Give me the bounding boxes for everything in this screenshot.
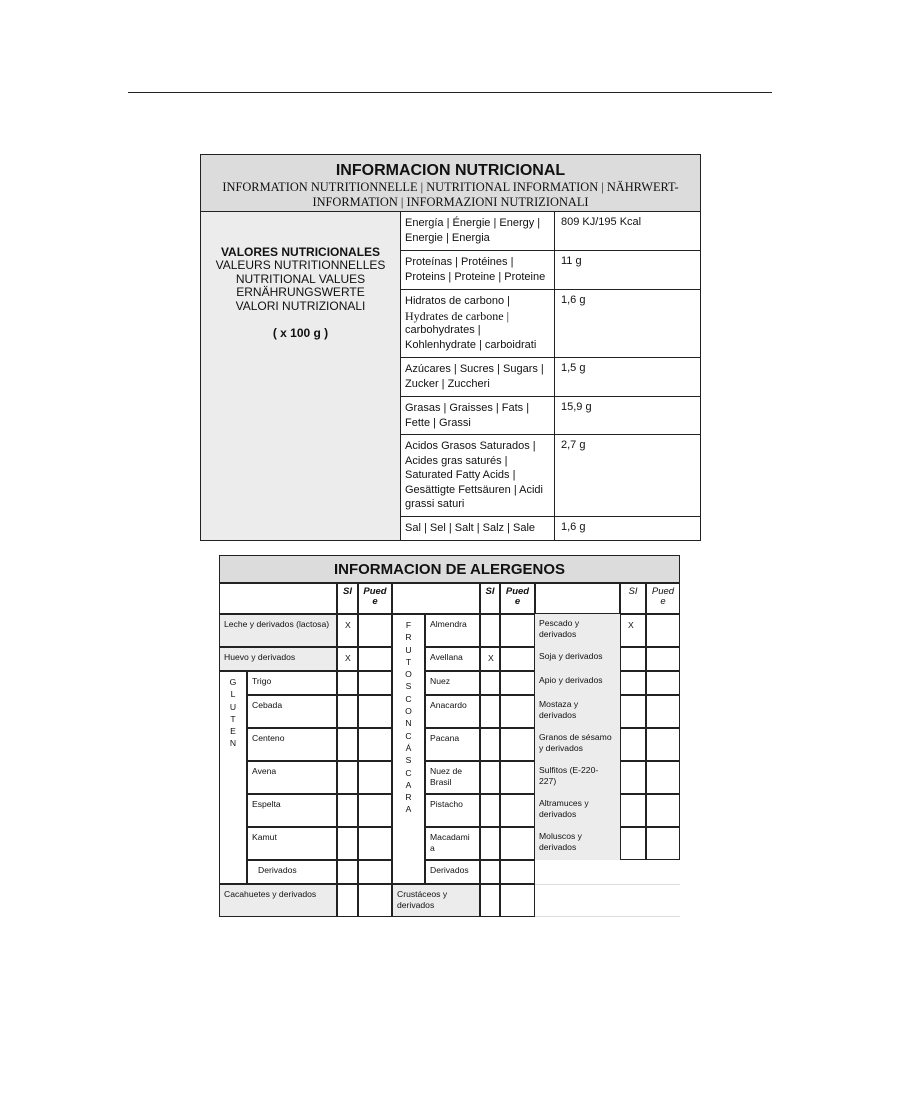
allergen-label: Soja y derivados xyxy=(535,647,620,671)
allergen-label: Altramuces y derivados xyxy=(535,794,620,827)
nutrient-label-line: Proteínas | Protéines | xyxy=(405,256,514,268)
allergen-label: Derivados xyxy=(425,860,480,884)
nutrient-value: 15,9 g xyxy=(561,401,592,413)
nutrient-label-line: Gesättigte Fettsäuren | Acidi xyxy=(405,483,543,496)
col-si-header: SI xyxy=(480,583,500,614)
header-blank xyxy=(392,583,480,614)
nutrient-label-line: Kohlenhydrate | carboidrati xyxy=(405,338,537,351)
si-mark xyxy=(480,794,500,827)
si-mark xyxy=(620,671,646,695)
nutrient-label-line: Saturated Fatty Acids | xyxy=(405,469,516,481)
puede-mark xyxy=(358,884,392,917)
nutrition-row xyxy=(401,290,700,358)
nutrient-label-line: carbohydrates | xyxy=(405,324,481,336)
nutrient-label-line: Proteins | Proteine | Proteine xyxy=(405,270,546,283)
puede-mark xyxy=(500,794,535,827)
frutos-group-label: F R U T O S C O N C Á S C A R A xyxy=(392,614,425,884)
nutrient-label-line: Fette | Grassi xyxy=(405,416,471,429)
puede-mark xyxy=(358,614,392,647)
nutrient-label-line: Energía | Énergie | Energy | xyxy=(405,217,541,229)
nutrition-row xyxy=(401,397,700,435)
values-label-line: VALEURS NUTRITIONNELLES xyxy=(215,258,386,272)
allergen-label: Pistacho xyxy=(425,794,480,827)
allergen-label: Macadami a xyxy=(425,827,480,860)
allergen-label: Nuez xyxy=(425,671,480,695)
values-label-line: VALORI NUTRIZIONALI xyxy=(235,298,366,313)
puede-mark xyxy=(500,647,535,671)
nutrition-header xyxy=(201,155,700,212)
si-mark xyxy=(337,728,358,761)
allergen-label: Centeno xyxy=(247,728,337,761)
table-bottom-line xyxy=(535,884,680,917)
gluten-group-label: G L U T E N xyxy=(219,671,247,884)
nutrient-label-line: Grasas | Graisses | Fats | xyxy=(405,402,530,414)
nutrient-value: 1,6 g xyxy=(561,521,586,533)
si-mark xyxy=(620,794,646,827)
puede-mark xyxy=(646,794,680,827)
allergen-label: Apio y derivados xyxy=(535,671,620,695)
puede-mark xyxy=(358,695,392,728)
si-mark xyxy=(480,728,500,761)
allergen-label: Nuez de Brasil xyxy=(425,761,480,794)
si-mark: X xyxy=(620,614,646,647)
si-mark xyxy=(480,671,500,695)
si-mark xyxy=(337,671,358,695)
col-si-header: SI xyxy=(337,583,358,614)
allergen-label: Almendra xyxy=(425,614,480,647)
si-mark xyxy=(480,860,500,884)
puede-mark xyxy=(646,728,680,761)
puede-mark xyxy=(646,614,680,647)
allergen-label: Pacana xyxy=(425,728,480,761)
si-mark xyxy=(620,647,646,671)
header-rule xyxy=(128,92,772,93)
puede-mark xyxy=(358,761,392,794)
nutrient-label-line: Acides gras saturés | xyxy=(405,454,508,467)
puede-mark xyxy=(500,761,535,794)
nutrition-table xyxy=(200,154,701,541)
nutrient-label xyxy=(401,251,555,289)
allergen-label: Moluscos y derivados xyxy=(535,827,620,860)
nutrient-label xyxy=(401,290,555,357)
allergen-label: Crustáceos y derivados xyxy=(392,884,480,917)
si-mark xyxy=(337,884,358,917)
nutrient-label-line: Acidos Grasos Saturados | xyxy=(405,440,536,452)
nutrient-label xyxy=(401,435,555,516)
values-label-line: ERNÄHRUNGSWERTE xyxy=(236,285,365,299)
allergen-label: Cebada xyxy=(247,695,337,728)
si-mark xyxy=(620,827,646,860)
si-mark xyxy=(337,827,358,860)
si-mark xyxy=(337,695,358,728)
nutrient-label-line: Zucker | Zuccheri xyxy=(405,377,490,390)
allergen-label: Avena xyxy=(247,761,337,794)
si-mark xyxy=(480,761,500,794)
allergen-label: Pescado y derivados xyxy=(535,614,620,647)
puede-mark xyxy=(646,827,680,860)
allergen-title: INFORMACION DE ALERGENOS xyxy=(219,555,680,583)
si-mark xyxy=(620,695,646,728)
nutrition-row xyxy=(401,517,700,540)
puede-mark xyxy=(500,671,535,695)
nutrition-row xyxy=(401,358,700,397)
nutrient-label-line: Hydrates de carbone | xyxy=(405,308,510,323)
values-label-line: NUTRITIONAL VALUES xyxy=(235,271,366,286)
puede-mark xyxy=(646,647,680,671)
col-puede-header: Pued e xyxy=(646,583,680,614)
puede-mark xyxy=(500,614,535,647)
nutrient-label xyxy=(401,212,555,250)
per-100g-label: ( x 100 g ) xyxy=(272,326,329,340)
puede-mark xyxy=(358,794,392,827)
allergen-label: Leche y derivados (lactosa) xyxy=(219,614,337,647)
nutrient-value: 809 KJ/195 Kcal xyxy=(561,216,642,228)
nutrition-row xyxy=(401,435,700,517)
nutrient-value: 11 g xyxy=(561,255,582,267)
nutrition-row xyxy=(401,251,700,290)
si-mark xyxy=(337,860,358,884)
header-blank xyxy=(219,583,337,614)
nutrition-subtitle-line2: INFORMATION | INFORMAZIONI NUTRIZIONALI xyxy=(312,195,589,209)
col-puede-header: Pued e xyxy=(358,583,392,614)
allergen-label: Trigo xyxy=(247,671,337,695)
nutrition-subtitle-line1: INFORMATION NUTRITIONNELLE | NUTRITIONAL INFORMATION | NÄHRWERT- xyxy=(222,180,679,194)
si-mark xyxy=(337,794,358,827)
si-mark xyxy=(480,884,500,917)
puede-mark xyxy=(358,728,392,761)
allergen-label: Cacahuetes y derivados xyxy=(219,884,337,917)
allergen-label: Espelta xyxy=(247,794,337,827)
puede-mark xyxy=(358,647,392,671)
nutrient-label xyxy=(401,397,555,434)
puede-mark xyxy=(358,671,392,695)
puede-mark xyxy=(500,860,535,884)
nutrient-label xyxy=(401,517,555,540)
nutrition-row xyxy=(401,212,700,251)
nutrient-label-line: Azúcares | Sucres | Sugars | xyxy=(405,363,544,375)
allergen-label: Avellana xyxy=(425,647,480,671)
allergen-label: Sulfitos (E-220- 227) xyxy=(535,761,620,794)
nutrition-values-label xyxy=(201,212,401,540)
si-mark: X xyxy=(337,647,358,671)
allergen-label: Granos de sésamo y derivados xyxy=(535,728,620,761)
puede-mark xyxy=(500,728,535,761)
nutrient-label-line: grassi saturi xyxy=(405,498,465,510)
nutrient-value: 1,6 g xyxy=(561,294,586,306)
si-mark xyxy=(480,614,500,647)
values-label-main: VALORES NUTRICIONALES xyxy=(220,245,381,259)
col-puede-header: Pued e xyxy=(500,583,535,614)
col-si-header: SI xyxy=(620,583,646,614)
puede-mark xyxy=(358,827,392,860)
allergen-label: Kamut xyxy=(247,827,337,860)
allergen-label: Derivados xyxy=(247,860,337,884)
si-mark: X xyxy=(480,647,500,671)
puede-mark xyxy=(358,860,392,884)
puede-mark xyxy=(500,827,535,860)
si-mark xyxy=(620,761,646,794)
nutrient-label-line: Hidratos de carbono | xyxy=(405,295,510,307)
nutrient-value: 1,5 g xyxy=(561,362,586,374)
puede-mark xyxy=(500,884,535,917)
nutrient-label xyxy=(401,358,555,396)
puede-mark xyxy=(646,695,680,728)
puede-mark xyxy=(646,761,680,794)
si-mark xyxy=(620,728,646,761)
nutrition-title: INFORMACION NUTRICIONAL xyxy=(335,162,566,179)
allergen-label: Anacardo xyxy=(425,695,480,728)
si-mark xyxy=(480,827,500,860)
si-mark xyxy=(337,761,358,794)
allergen-label: Huevo y derivados xyxy=(219,647,337,671)
nutrient-value: 2,7 g xyxy=(561,439,586,451)
allergen-label: Mostaza y derivados xyxy=(535,695,620,728)
si-mark xyxy=(480,695,500,728)
puede-mark xyxy=(646,671,680,695)
si-mark: X xyxy=(337,614,358,647)
puede-mark xyxy=(500,695,535,728)
nutrient-label-line: Energie | Energia xyxy=(405,231,490,244)
header-blank xyxy=(535,583,620,614)
nutrient-label-line: Sal | Sel | Salt | Salz | Sale xyxy=(405,522,536,534)
